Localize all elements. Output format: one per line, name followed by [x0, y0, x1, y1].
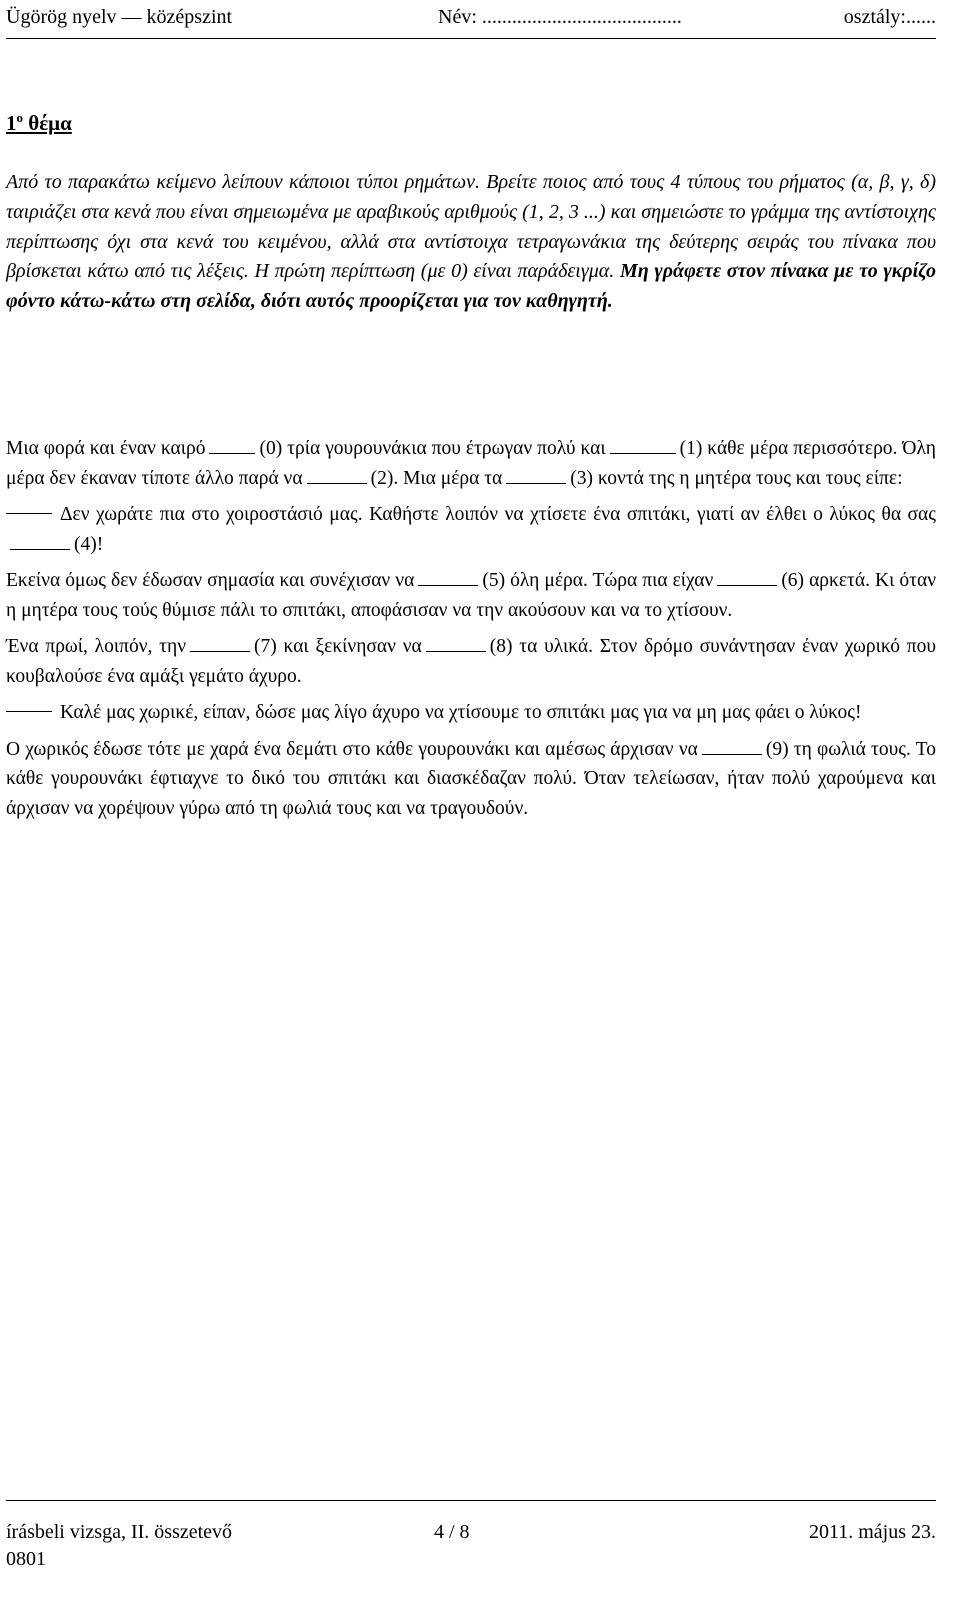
story-paragraph [6, 566, 936, 625]
story-fragment: (0) τρία γουρουνάκια που έτρωγαν πολύ και [259, 438, 606, 459]
story-fragment: Ένα πρωί, λοιπόν, την [6, 636, 187, 657]
story-paragraph [6, 632, 936, 691]
story-fragment: (6) αρκετά. Κι όταν η μητέρα τους τούς θύμισε πάλι το σπιτάκι, αποφάσισαν να την ακούσουν και να το χτίσουν. [6, 570, 937, 621]
blank-0 [209, 452, 255, 454]
name-field-label: Név: ........................................ [438, 6, 682, 28]
story-fragment: (1) κάθε μέρα περισσότερο. Όλη μέρα δεν έκαναν τίποτε άλλο παρά να [6, 438, 936, 489]
story-text [6, 434, 936, 830]
story-fragment: Μια φορά και έναν καιρό [6, 438, 206, 459]
story-fragment: Εκείνα όμως δεν έδωσαν σημασία και συνέχισαν να [6, 570, 415, 591]
story-fragment: Καλέ μας χωρικέ, είπαν, δώσε μας λίγο άχυρο να χτίσουμε το σπιτάκι μας για να μη μας φάει ο λύκος! [60, 702, 862, 723]
blank-4 [10, 548, 70, 550]
section-title [6, 110, 72, 136]
blank-7 [190, 650, 250, 652]
exam-code: 0801 [6, 1548, 46, 1570]
story-fragment: (4)! [74, 533, 104, 555]
story-paragraph [6, 434, 936, 493]
blank-5 [418, 584, 478, 586]
story-paragraph [6, 735, 936, 824]
story-paragraph [6, 698, 936, 728]
class-field-label: osztály:...... [843, 6, 936, 28]
story-fragment: Ο χωρικός έδωσε τότε με χαρά ένα δεμάτι στο κάθε γουρουνάκι και αμέσως άρχισαν να [6, 738, 698, 760]
blank-2 [307, 482, 367, 484]
story-fragment: (2). Μια μέρα τα [370, 467, 503, 489]
blank-6 [717, 584, 777, 586]
blank-8 [426, 650, 486, 652]
section-word: θέμα [23, 111, 72, 135]
story-fragment: (7) και ξεκίνησαν να [254, 636, 422, 657]
story-fragment: Δεν χωράτε πια στο χοιροστάσιό μας. Καθήστε λοιπόν να χτίσετε ένα σπιτάκι, γιατί αν έλθει ο λύκος θα σας [60, 504, 936, 525]
story-fragment: (3) κοντά της η μητέρα τους και τους είπε: [570, 467, 903, 489]
exam-subject: Ügörög nyelv — középszint [6, 6, 233, 28]
page-footer [6, 1500, 936, 1570]
instructions-warning: Μη γράφετε στον πίνακα με το γκρίζο φόντο κάτω-κάτω στη σελίδα, διότι αυτός προορίζεται για τον καθηγητή. [6, 260, 936, 313]
exam-part: írásbeli vizsga, II. összetevő [6, 1521, 233, 1543]
dialogue-dash [6, 513, 52, 514]
exam-date: 2011. május 23. [808, 1521, 936, 1543]
section-ordinal: o [16, 110, 23, 125]
instructions [6, 168, 936, 317]
story-fragment: (5) όλη μέρα. Τώρα πια είχαν [482, 570, 714, 591]
page-header [6, 0, 936, 39]
blank-1 [610, 452, 676, 454]
blank-9 [702, 753, 762, 755]
blank-3 [506, 482, 566, 484]
story-fragment: (8) τα υλικά. Στον δρόμο συνάντησαν έναν χωρικό που κουβαλούσε ένα αμάξι γεμάτο άχυρο. [6, 636, 937, 687]
instructions-text: Από το παρακάτω κείμενο λείπουν κάποιοι τύποι ρημάτων. Βρείτε ποιος από τους 4 τύπους του ρήματος (α, β, γ, δ) ταιριάζει στα κενά που είναι σημειωμένα με αραβικούς αριθμούς (1, 2, 3 ...) και σημειώστε το γράμμα της αντίστοιχης περίπτωσης όχι στα κενά του κειμένου, αλλά στα αντίστοιχα τετραγωνάκια της δεύτερης σειράς του πίνακα που βρίσκεται κάτω από τις λέξεις. Η πρώτη περίπτωση (με 0) είναι παράδειγμα. [6, 171, 936, 283]
story-fragment: (9) τη φωλιά τους. Το κάθε γουρουνάκι έφτιαχνε το δικό του σπιτάκι και διασκέδαζαν πολύ. Όταν τελείωσαν, ήταν πολύ χαρούμενα και άρχισαν να χορέψουν γύρω από τη φωλιά τους και να τραγουδούν. [6, 738, 936, 819]
story-paragraph [6, 500, 936, 559]
dialogue-dash [6, 711, 52, 712]
page-number: 4 / 8 [434, 1521, 470, 1543]
section-number: 1 [6, 111, 17, 135]
